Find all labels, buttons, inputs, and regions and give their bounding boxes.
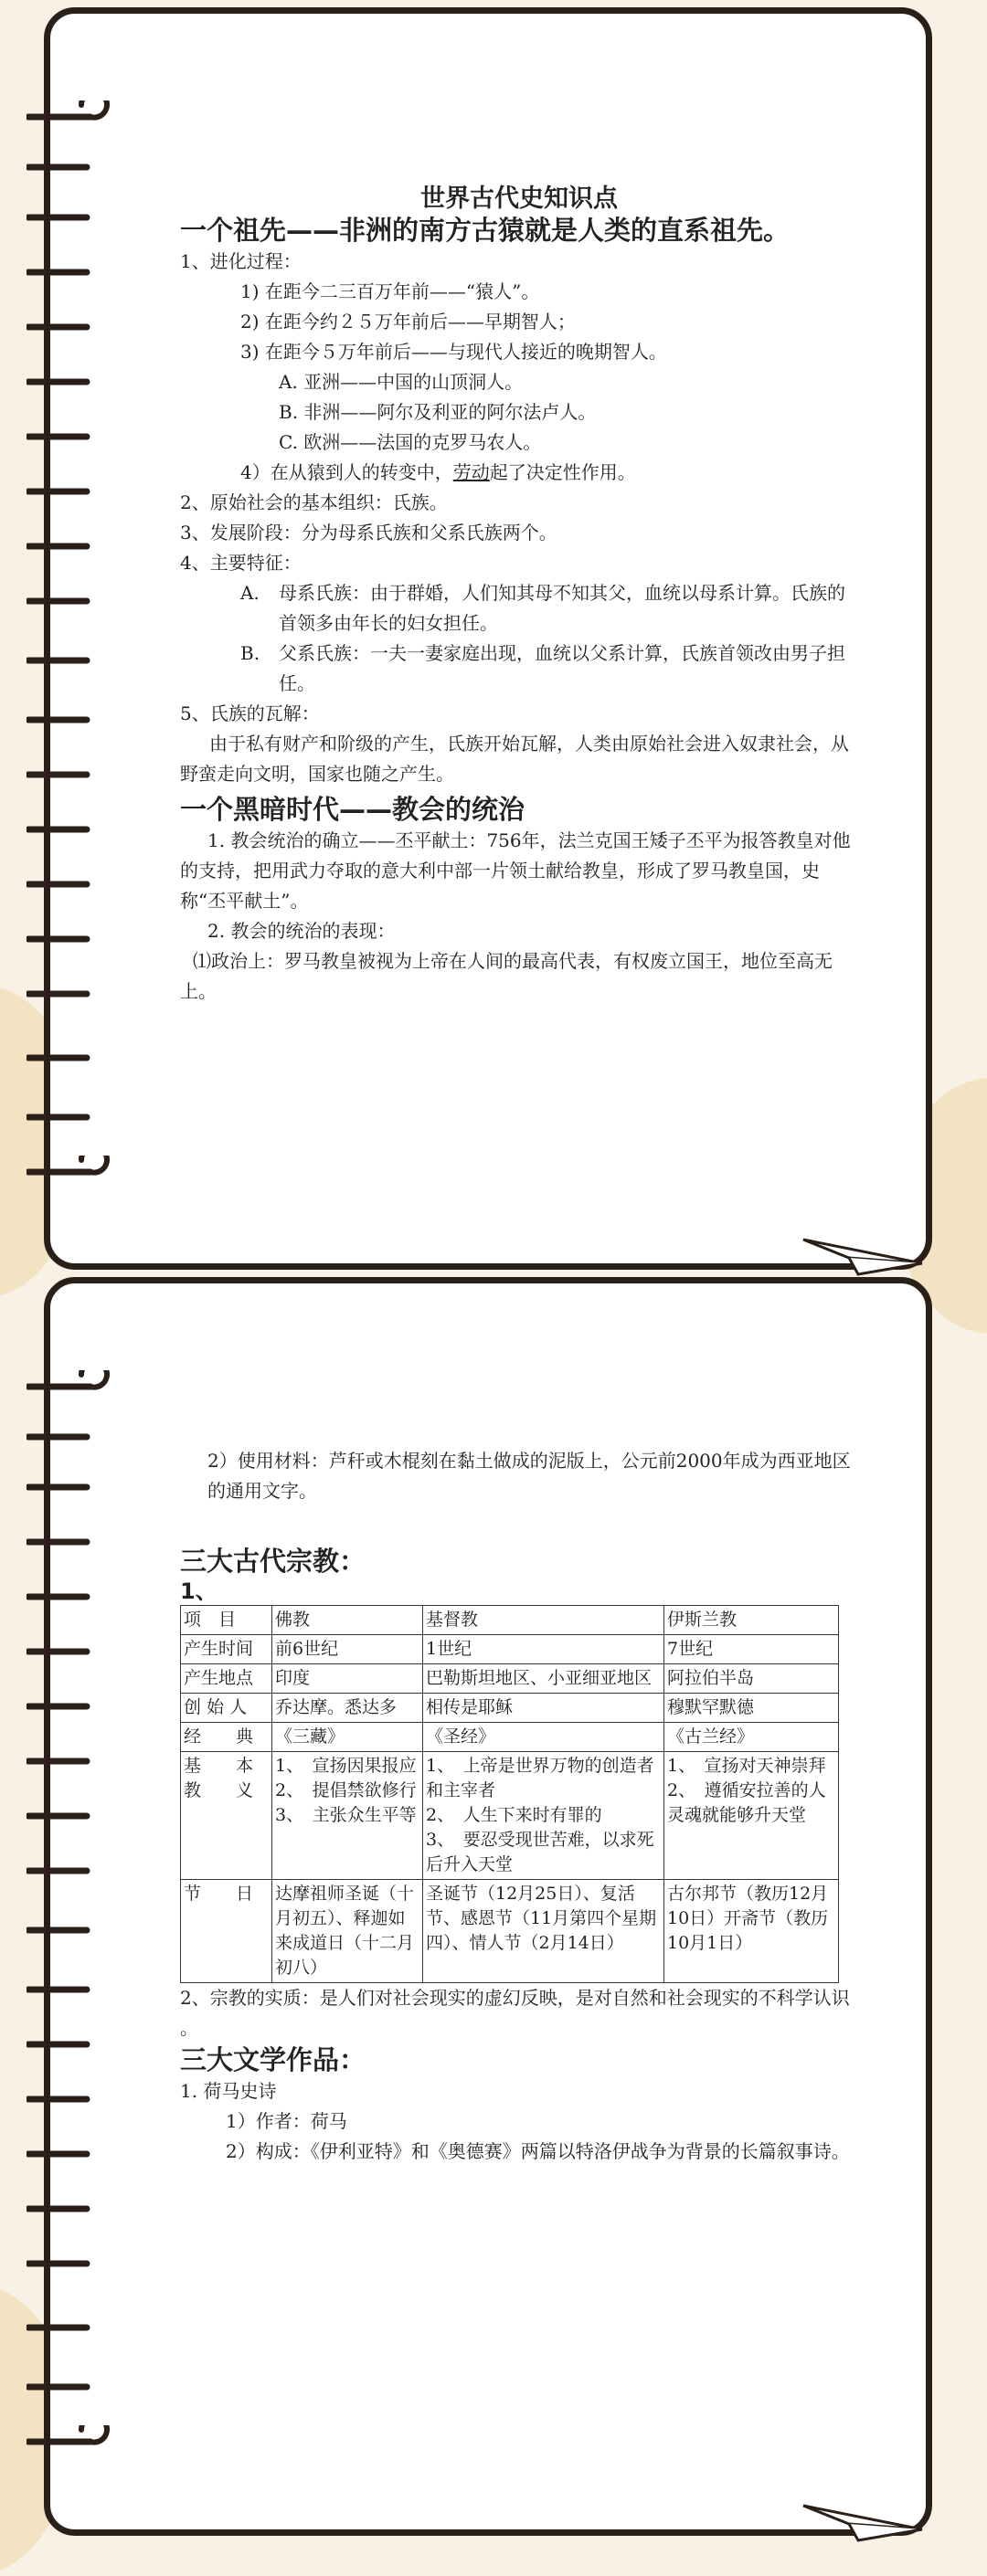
binder-ring-icon xyxy=(27,100,111,133)
table-header-cell: 伊斯兰教 xyxy=(664,1606,839,1635)
table-cell: 巴勒斯坦地区、小亚细亚地区 xyxy=(423,1664,664,1694)
table-row-label: 经 典 xyxy=(181,1723,272,1752)
binder-ring-icon xyxy=(27,2311,111,2344)
binder-ring-icon xyxy=(27,1854,111,1887)
page2-content xyxy=(180,1446,858,2167)
table-row xyxy=(181,1664,839,1694)
table-row xyxy=(181,1635,839,1664)
step4-keyword: 劳动 xyxy=(452,461,490,483)
page1-content xyxy=(180,178,858,1007)
evolution-step: 1) 在距今二三百万年前——“猿人”。 xyxy=(240,280,540,302)
table-cell: 1世纪 xyxy=(423,1635,664,1664)
development-stages: 3、发展阶段：分为母系氏族和父系氏族两个。 xyxy=(180,522,557,544)
binder-ring-icon xyxy=(27,868,111,901)
table-header-cell: 基督教 xyxy=(423,1606,664,1635)
literature-heading: 三大文学作品： xyxy=(180,2044,366,2075)
binder-ring-icon xyxy=(27,475,111,508)
binder-ring-icon xyxy=(27,2028,111,2061)
binder-ring-icon xyxy=(27,1041,111,1074)
basic-organization: 2、原始社会的基本组织：氏族。 xyxy=(180,491,448,513)
binder-ring-icon xyxy=(27,585,111,618)
table-row-label: 节 日 xyxy=(181,1880,272,1983)
table-cell: 1、 宣扬因果报应 2、 提倡禁欲修行 3、 主张众生平等 xyxy=(272,1752,423,1880)
church-paragraph: 1. 教会统治的确立——丕平献土：756年，法兰克国王矮子丕平为报答教皇对他的支持，把用武力夺取的意大利中部一片领土献给教皇，形成了罗马教皇国，史称“丕平献土”。 xyxy=(180,829,851,912)
binder-ring-icon xyxy=(27,1690,111,1723)
table-cell: 达摩祖师圣诞（十月初五）、释迦如来成道日（十二月初八） xyxy=(272,1880,423,1983)
paper-plane-icon xyxy=(794,2487,931,2542)
table-cell: 《三藏》 xyxy=(272,1723,423,1752)
table-cell: 穆默罕默德 xyxy=(664,1694,839,1723)
late-sapiens-item: B. 非洲——阿尔及利亚的阿尔法卢人。 xyxy=(279,401,597,423)
table-row xyxy=(181,1723,839,1752)
binder-ring-icon xyxy=(27,1914,111,1947)
binder-ring-icon xyxy=(27,703,111,736)
binder-ring-icon xyxy=(27,1800,111,1832)
feature-item xyxy=(180,639,858,699)
notebook-page-1 xyxy=(44,7,932,1270)
binder-ring-icon xyxy=(27,1471,111,1504)
religion-essence: 2、宗教的实质：是人们对社会现实的虚幻反映，是对自然和社会现实的不科学认识 。 xyxy=(180,1987,850,2039)
religions-table-body xyxy=(181,1606,839,1983)
binder-ring-icon xyxy=(27,201,111,234)
religions-number: 1、 xyxy=(180,1578,218,1604)
binder-ring-icon xyxy=(27,1580,111,1613)
table-cell: 乔达摩。悉达多 xyxy=(272,1694,423,1723)
table-row xyxy=(181,1694,839,1723)
binder-ring-icon xyxy=(27,2370,111,2403)
feature-item xyxy=(180,578,858,639)
binder-ring-icon xyxy=(27,2083,111,2116)
church-paragraph: 2. 教会的统治的表现： xyxy=(207,920,396,942)
binder-ring-icon xyxy=(27,365,111,398)
table-cell: 《古兰经》 xyxy=(664,1723,839,1752)
binder-ring-icon xyxy=(27,923,111,955)
table-header-row xyxy=(181,1606,839,1635)
feature-num: B. xyxy=(240,642,260,664)
binder-ring-icon xyxy=(27,2192,111,2225)
step4-prefix: 4）在从猿到人的转变中， xyxy=(240,461,453,483)
page-title: 世界古代史知识点 xyxy=(420,185,618,213)
table-cell: 《圣经》 xyxy=(423,1723,664,1752)
binder-ring-icon xyxy=(27,530,111,563)
religions-table xyxy=(180,1605,839,1983)
binder-ring-icon xyxy=(27,2425,111,2458)
table-row-label: 产生时间 xyxy=(181,1635,272,1664)
homer-composition: 2）构成：《伊利亚特》和《奥德赛》两篇以特洛伊战争为背景的长篇叙事诗。 xyxy=(226,2140,850,2162)
table-row-label: 创 始 人 xyxy=(181,1694,272,1723)
binder-ring-icon xyxy=(27,813,111,846)
table-row-label: 基 本教 义 xyxy=(181,1752,272,1880)
table-row xyxy=(181,1752,839,1880)
section-heading-ancestor: 一个祖先——非洲的南方古猿就是人类的直系祖先。 xyxy=(180,215,791,246)
evolution-title: 1、进化过程： xyxy=(180,250,302,272)
homer-title: 1. 荷马史诗 xyxy=(180,2080,277,2102)
table-cell: 古尔邦节（教历12月10日）开斋节（教历10月1日） xyxy=(664,1880,839,1983)
church-paragraph: ⑴政治上：罗马教皇被视为上帝在人间的最高代表，有权废立国王，地位至高无上。 xyxy=(180,950,833,1002)
binder-ring-icon xyxy=(27,1370,111,1403)
features-title: 4、主要特征： xyxy=(180,552,302,574)
binder-ring-icon xyxy=(27,2138,111,2170)
evolution-step: 2) 在距今约２５万年前后——早期智人； xyxy=(240,311,576,333)
binder-ring-icon xyxy=(27,1635,111,1668)
binder-ring-icon xyxy=(27,1745,111,1778)
binder-ring-icon xyxy=(27,2247,111,2280)
table-cell: 印度 xyxy=(272,1664,423,1694)
table-cell: 7世纪 xyxy=(664,1635,839,1664)
binder-ring-icon xyxy=(27,758,111,791)
feature-text: 母系氏族：由于群婚，人们知其母不知其父，血统以母系计算。氏族的首领多由年长的妇女担任。 xyxy=(279,582,845,634)
binder-ring-icon xyxy=(27,420,111,453)
binder-ring-icon xyxy=(27,151,111,184)
religions-heading: 三大古代宗教： xyxy=(180,1546,366,1577)
binder-ring-icon xyxy=(27,1420,111,1453)
binder-ring-icon xyxy=(27,1973,111,2006)
table-cell: 1、 宣扬对天神崇拜 2、 遵循安拉善的人灵魂就能够升天堂 xyxy=(664,1752,839,1880)
section-heading-church: 一个黑暗时代——教会的统治 xyxy=(180,794,525,825)
collapse-text: 由于私有财产和阶级的产生，氏族开始瓦解，人类由原始社会进入奴隶社会，从野蛮走向文明，国家也随之产生。 xyxy=(180,733,849,785)
table-cell: 1、 上帝是世界万物的创造者和主宰者 2、 人生下来时有罪的 3、 要忍受现世苦难，以求死后升入天堂 xyxy=(423,1752,664,1880)
late-sapiens-item: A. 亚洲——中国的山顶洞人。 xyxy=(279,371,524,393)
binder-ring-icon xyxy=(27,1101,111,1134)
notebook-page-2 xyxy=(44,1277,932,2536)
paper-plane-icon xyxy=(794,1221,931,1276)
binder-ring-icon xyxy=(27,644,111,677)
binder-ring-icon xyxy=(27,977,111,1010)
binder-ring-icon xyxy=(27,256,111,289)
binder-ring-icon xyxy=(27,311,111,343)
table-cell: 阿拉伯半岛 xyxy=(664,1664,839,1694)
evolution-step: 3) 在距今５万年前后——与现代人接近的晚期智人。 xyxy=(240,341,667,363)
step4-suffix: 起了决定性作用。 xyxy=(489,461,636,483)
table-row-label: 产生地点 xyxy=(181,1664,272,1694)
table-header-cell: 佛教 xyxy=(272,1606,423,1635)
table-header-cell: 项 目 xyxy=(181,1606,272,1635)
table-cell: 相传是耶稣 xyxy=(423,1694,664,1723)
evolution-steps xyxy=(180,277,858,488)
late-sapiens-item: C. 欧洲——法国的克罗马农人。 xyxy=(279,431,542,453)
homer-author: 1）作者：荷马 xyxy=(226,2110,347,2132)
binder-ring-icon xyxy=(27,1526,111,1558)
binder-ring-icon xyxy=(27,1156,111,1188)
evolution-step-4 xyxy=(180,458,858,488)
table-row xyxy=(181,1880,839,1983)
materials-text: 2）使用材料：芦秆或木棍刻在黏土做成的泥版上，公元前2000年成为西亚地区的通用文字。 xyxy=(207,1450,851,1502)
table-cell: 前6世纪 xyxy=(272,1635,423,1664)
feature-text: 父系氏族：一夫一妻家庭出现，血统以父系计算，氏族首领改由男子担任。 xyxy=(279,642,845,694)
collapse-title: 5、氏族的瓦解： xyxy=(180,702,320,724)
feature-num: A. xyxy=(240,582,260,604)
table-cell: 圣诞节（12月25日）、复活节、感恩节（11月第四个星期四）、情人节（2月14日） xyxy=(423,1880,664,1983)
